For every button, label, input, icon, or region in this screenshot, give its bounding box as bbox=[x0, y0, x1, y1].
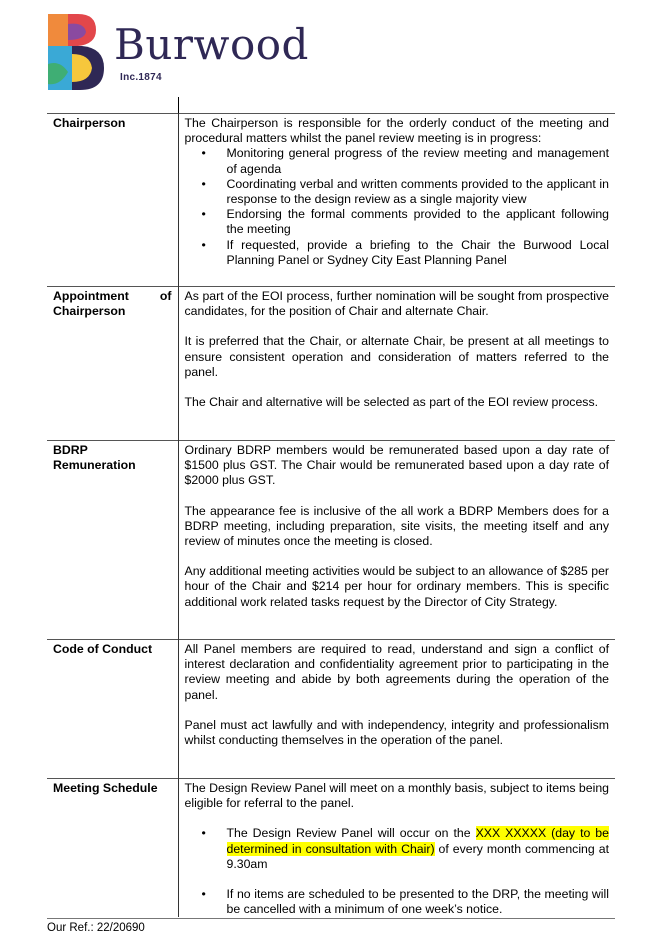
row-label-line: Remuneration bbox=[53, 458, 136, 473]
row-label-line: Appointment of bbox=[53, 289, 172, 303]
meeting-schedule-list bbox=[185, 826, 610, 872]
list-item-text: of every month commencing at 9.30am bbox=[226, 841, 609, 871]
bullet-icon: • bbox=[201, 237, 206, 252]
table-row bbox=[47, 114, 615, 287]
row-content-code-of-conduct bbox=[178, 640, 615, 779]
list-item bbox=[185, 826, 610, 872]
list-item-text: The Design Review Panel will occur on the bbox=[226, 826, 476, 841]
highlighted-placeholder-text: XXX XXXXX (day to be determined in consultation with Chair) bbox=[226, 826, 609, 856]
bullet-icon: • bbox=[201, 826, 206, 841]
row-label-appointment bbox=[47, 287, 178, 441]
row-content-meeting-schedule bbox=[178, 779, 615, 918]
brand-subtitle: Inc.1874 bbox=[120, 72, 162, 83]
table-row bbox=[47, 640, 615, 779]
list-item bbox=[185, 146, 610, 176]
paragraph: Any additional meeting activities would be subject to an allowance of $285 per hour of the Chair and $214 per hour for ordinary members. This is specific additional work related tasks request by the Director of City Strategy. bbox=[184, 564, 610, 609]
paragraph: The appearance fee is inclusive of the all work a BDRP Members does for a BDRP meeting, including preparation, site visits, the meeting itself and any review of minutes once the meeting is closed. bbox=[184, 503, 609, 549]
row-label-remuneration bbox=[47, 441, 178, 640]
list-item bbox=[185, 238, 610, 268]
row-content-appointment bbox=[178, 287, 615, 441]
bullet-icon: • bbox=[201, 887, 206, 902]
paragraph: All Panel members are required to read, understand and sign a conflict of interest declaration and confidentiality agreement prior to participating in the review meeting and abide by both agreements during the operation of the panel. bbox=[184, 642, 609, 702]
paragraph: Ordinary BDRP members would be remunerated based upon a day rate of $1500 plus GST. The Chair would be remunerated based upon a day rate of $2000 plus GST. bbox=[184, 443, 609, 488]
table-row bbox=[47, 441, 615, 640]
row-content-chairperson bbox=[178, 114, 615, 287]
policy-table bbox=[47, 113, 615, 917]
table-row bbox=[47, 287, 615, 441]
meeting-schedule-list-2 bbox=[185, 887, 610, 917]
bullet-icon: • bbox=[201, 176, 206, 191]
table-row bbox=[47, 779, 615, 918]
row-label-line: Chairperson bbox=[53, 304, 126, 319]
meeting-schedule-intro: The Design Review Panel will meet on a monthly basis, subject to items being eligible for referral to the panel. bbox=[184, 781, 609, 811]
list-item bbox=[185, 207, 610, 237]
row-label-line: BDRP bbox=[53, 443, 88, 457]
brand-name: Burwood bbox=[114, 20, 309, 69]
burwood-logo-mark-icon bbox=[44, 10, 108, 94]
paragraph: The Chair and alternative will be selected as part of the EOI review process. bbox=[184, 395, 599, 410]
paragraph: As part of the EOI process, further nomination will be sought from prospective candidates, for the position of Chair and alternate Chair. bbox=[184, 289, 609, 319]
list-item-text: Endorsing the formal comments provided to the applicant following the meeting bbox=[226, 207, 609, 237]
list-item bbox=[185, 887, 610, 917]
row-label-code-of-conduct: Code of Conduct bbox=[53, 642, 153, 656]
list-item bbox=[185, 177, 610, 207]
chairperson-duties-list bbox=[185, 146, 610, 268]
paragraph: Panel must act lawfully and with independency, integrity and professionalism whilst conducting themselves in the operation of the panel. bbox=[184, 717, 609, 748]
list-item-text: If no items are scheduled to be presented to the DRP, the meeting will be cancelled with a minimum of one week’s notice. bbox=[226, 887, 609, 917]
row-label-chairperson: Chairperson bbox=[53, 116, 126, 130]
column-divider-top bbox=[178, 97, 179, 114]
list-item-text: Coordinating verbal and written comments provided to the applicant in response to the design review as a single majority view bbox=[226, 176, 609, 207]
footer-reference: Our Ref.: 22/20690 bbox=[47, 922, 145, 934]
row-content-remuneration bbox=[178, 441, 615, 640]
list-item-text: Monitoring general progress of the review meeting and management of agenda bbox=[226, 146, 609, 176]
footer-divider bbox=[47, 918, 615, 919]
bullet-icon: • bbox=[201, 207, 206, 222]
row-label-meeting-schedule: Meeting Schedule bbox=[53, 781, 158, 795]
chairperson-intro: The Chairperson is responsible for the orderly conduct of the meeting and procedural matters whilst the panel review meeting is in progress: bbox=[184, 116, 609, 146]
bullet-icon: • bbox=[201, 146, 206, 161]
paragraph: It is preferred that the Chair, or alternate Chair, be present at all meetings to ensure consistent operation and consideration of matters referred to the panel. bbox=[184, 334, 609, 379]
list-item-text: If requested, provide a briefing to the Chair the Burwood Local Planning Panel or Sydney City East Planning Panel bbox=[226, 237, 609, 267]
burwood-logo bbox=[44, 10, 344, 94]
